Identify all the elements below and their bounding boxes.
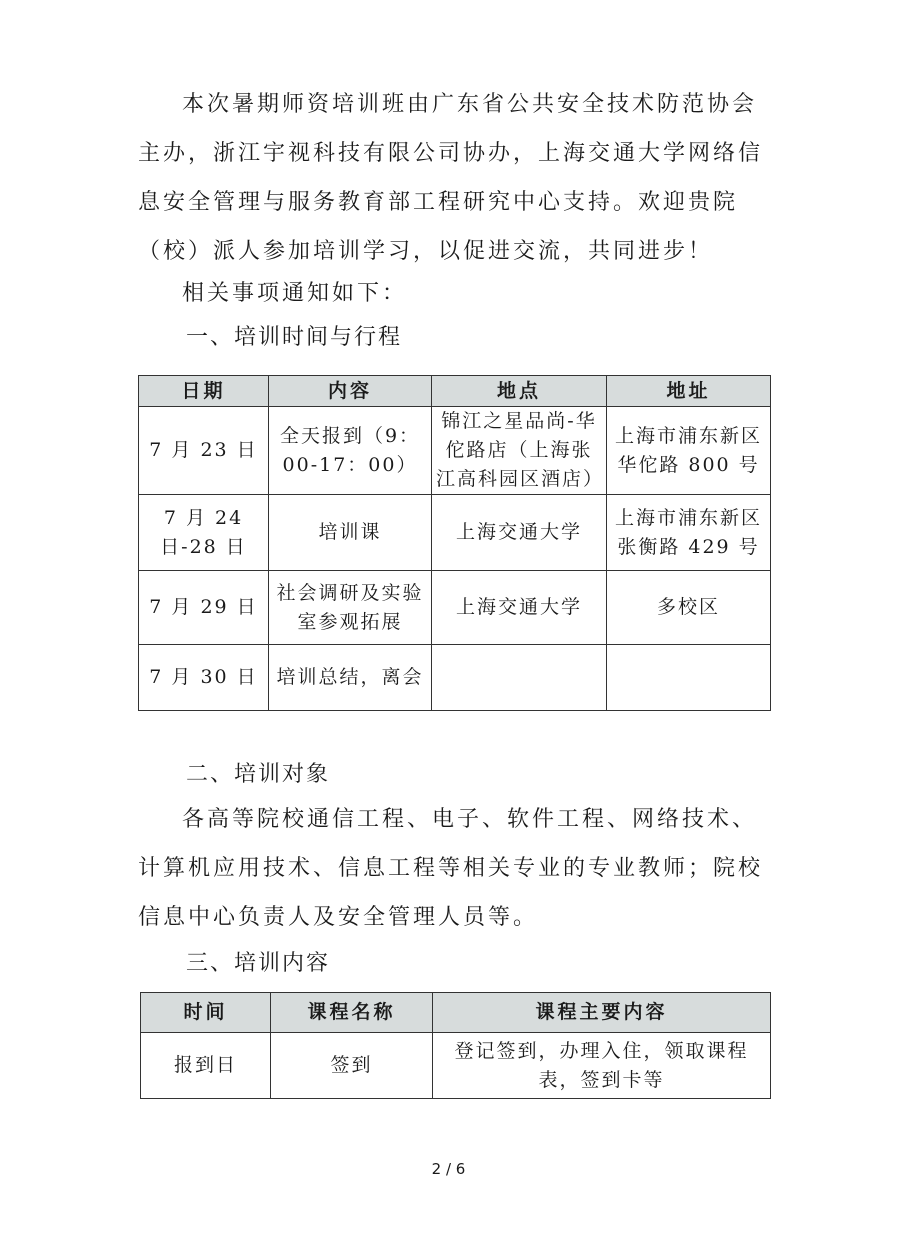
cell-course-content: 登记签到，办理入住，领取课程表，签到卡等 [433,1033,771,1099]
cell-address: 多校区 [607,571,771,645]
table-row [141,1033,771,1099]
intro-paragraph: 本次暑期师资培训班由广东省公共安全技术防范协会主办，浙江宇视科技有限公司协办，上海交通大学网络信息安全管理与服务教育部工程研究中心支持。欢迎贵院（校）派人参加培训学习，以促进交流，共同进步！ [138,92,764,264]
cell-content: 培训课 [269,495,432,571]
section-2-body: 各高等院校通信工程、电子、软件工程、网络技术、计算机应用技术、信息工程等相关专业的专业教师；院校信息中心负责人及安全管理人员等。 [138,807,764,930]
cell-location [432,645,607,711]
schedule-table [138,375,771,711]
schedule-header-row [139,376,771,407]
cell-content: 培训总结，离会 [269,645,432,711]
cell-location: 上海交通大学 [432,571,607,645]
cell-date: 7 月 23 日 [139,407,269,495]
header-location: 地点 [432,376,607,407]
header-course-name: 课程名称 [271,993,433,1033]
cell-location: 锦江之星品尚-华佗路店（上海张江高科园区酒店） [432,407,607,495]
cell-content: 社会调研及实验室参观拓展 [269,571,432,645]
table-row [139,407,771,495]
cell-location: 上海交通大学 [432,495,607,571]
section-3-heading: 三、培训内容 [186,951,331,976]
cell-time: 报到日 [141,1033,271,1099]
cell-address: 上海市浦东新区张衡路 429 号 [607,495,771,571]
table-row [139,645,771,711]
header-content: 内容 [269,376,432,407]
cell-address [607,645,771,711]
course-table [140,992,771,1099]
header-course-content: 课程主要内容 [433,993,771,1033]
section-2-heading: 二、培训对象 [186,762,331,787]
section-1-heading: 一、培训时间与行程 [186,325,403,350]
notice-text: 相关事项通知如下： [182,281,408,306]
cell-address: 上海市浦东新区华佗路 800 号 [607,407,771,495]
cell-date: 7 月 24 日-28 日 [139,495,269,571]
cell-date: 7 月 29 日 [139,571,269,645]
cell-course-name: 签到 [271,1033,433,1099]
cell-date: 7 月 30 日 [139,645,269,711]
table-row [139,495,771,571]
table-row [139,571,771,645]
page-number: 2 / 6 [431,1160,466,1178]
course-header-row [141,993,771,1033]
header-date: 日期 [139,376,269,407]
header-time: 时间 [141,993,271,1033]
header-address: 地址 [607,376,771,407]
cell-content: 全天报到（9：00-17：00） [269,407,432,495]
